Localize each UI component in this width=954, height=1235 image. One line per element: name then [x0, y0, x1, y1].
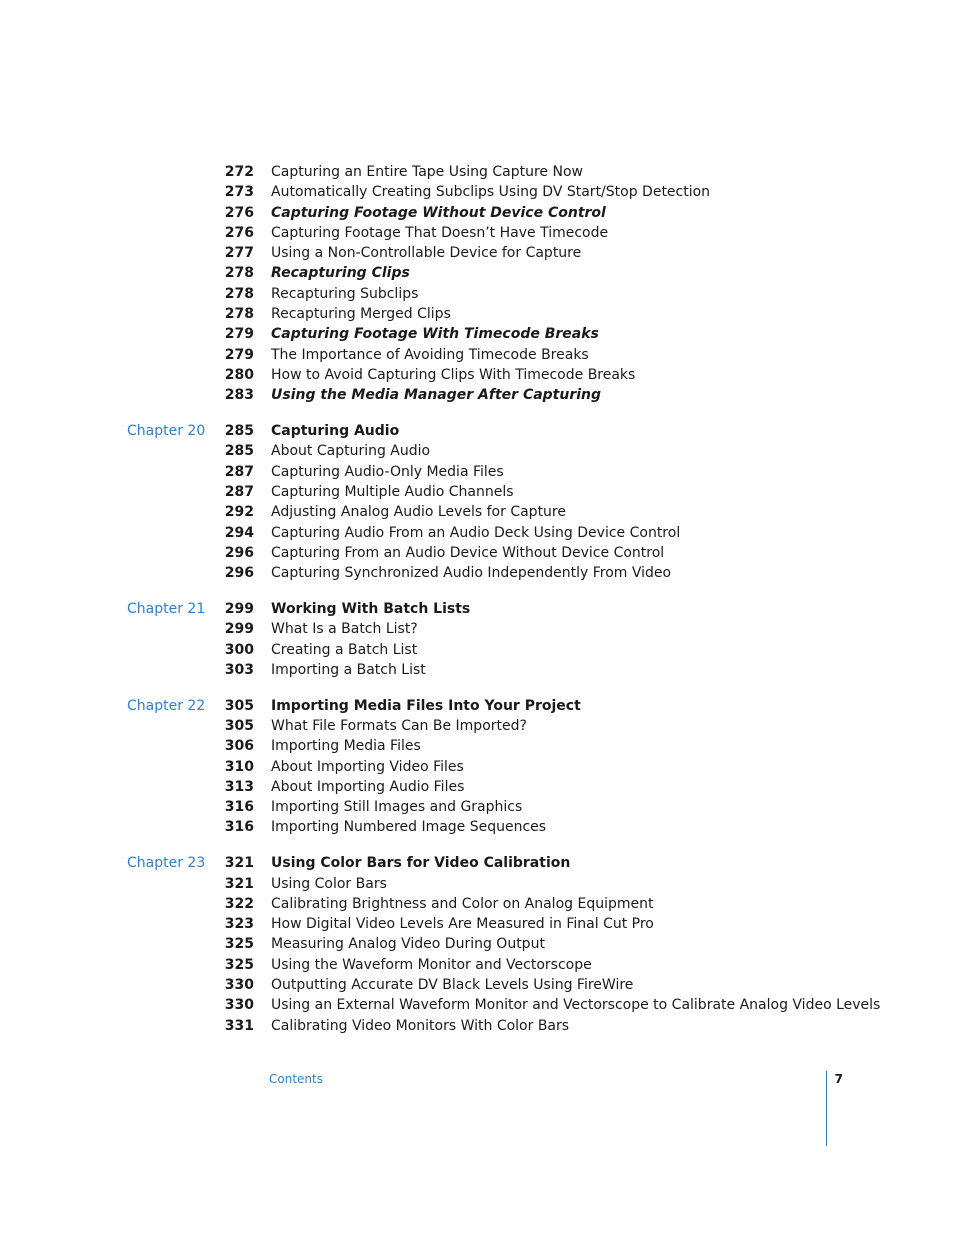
toc-page-number: 323 [224, 916, 254, 933]
toc-entry-title[interactable]: Using Color Bars [271, 875, 387, 892]
chapter-label[interactable]: Chapter 22 [127, 697, 206, 714]
toc-entry-title[interactable]: Calibrating Brightness and Color on Analog Equipment [271, 895, 654, 912]
toc-page-number: 313 [224, 778, 254, 795]
toc-page-number: 273 [224, 184, 254, 201]
toc-entry-title[interactable]: Recapturing Subclips [271, 285, 419, 302]
toc-entry-title[interactable]: Importing Media Files Into Your Project [271, 697, 581, 714]
chapter-title-row[interactable] [0, 696, 954, 716]
toc-entry[interactable] [0, 914, 954, 934]
toc-page-number: 325 [224, 936, 254, 953]
toc-page-number: 285 [224, 443, 254, 460]
toc-page-number: 287 [224, 463, 254, 480]
toc-entry[interactable] [0, 716, 954, 736]
toc-page-number: 305 [224, 717, 254, 734]
toc-entry[interactable] [0, 934, 954, 954]
toc-page-number: 283 [224, 387, 254, 404]
toc-section [0, 853, 954, 1036]
toc-entry-title[interactable]: Recapturing Merged Clips [271, 306, 451, 323]
toc-section [0, 421, 954, 583]
toc-entry[interactable] [0, 874, 954, 894]
footer-divider [826, 1071, 827, 1146]
toc-entry[interactable] [0, 365, 954, 385]
toc-page-number: 310 [224, 758, 254, 775]
toc-entry[interactable] [0, 995, 954, 1015]
toc-entry-title[interactable]: About Importing Video Files [271, 758, 464, 775]
toc-entry[interactable] [0, 462, 954, 482]
toc-entry-title[interactable]: How Digital Video Levels Are Measured in Final Cut Pro [271, 916, 654, 933]
toc-entry[interactable] [0, 243, 954, 263]
chapter-label[interactable]: Chapter 23 [127, 855, 206, 872]
toc-entry-title[interactable]: Outputting Accurate DV Black Levels Using FireWire [271, 976, 634, 993]
toc-entry[interactable] [0, 182, 954, 202]
toc-page-number: 296 [224, 544, 254, 561]
toc-entry[interactable] [0, 223, 954, 243]
toc-entry-title[interactable]: Capturing Audio From an Audio Deck Using Device Control [271, 524, 681, 541]
toc-entry[interactable] [0, 817, 954, 837]
toc-entry-title[interactable]: What File Formats Can Be Imported? [271, 717, 527, 734]
toc-entry[interactable] [0, 324, 954, 344]
chapter-title-row[interactable] [0, 853, 954, 873]
toc-entry[interactable] [0, 563, 954, 583]
page-number: 7 [834, 1072, 843, 1086]
toc-entry-title[interactable]: Using the Waveform Monitor and Vectorscope [271, 956, 592, 973]
toc-entry-title[interactable]: What Is a Batch List? [271, 621, 418, 638]
toc-page-number: 278 [224, 265, 254, 282]
toc-entry-title[interactable]: Capturing Audio [271, 423, 400, 440]
table-of-contents [0, 162, 954, 1051]
toc-entry[interactable] [0, 640, 954, 660]
toc-entry[interactable] [0, 385, 954, 405]
toc-section [0, 162, 954, 406]
toc-entry-title[interactable]: Working With Batch Lists [271, 600, 471, 617]
toc-entry[interactable] [0, 975, 954, 995]
toc-entry-title[interactable]: Measuring Analog Video During Output [271, 936, 545, 953]
toc-entry-title[interactable]: Creating a Batch List [271, 641, 418, 658]
toc-entry-title[interactable]: Automatically Creating Subclips Using DV Start/Stop Detection [271, 184, 711, 201]
toc-entry[interactable] [0, 736, 954, 756]
toc-entry-title[interactable]: Capturing Footage That Doesn’t Have Timecode [271, 224, 609, 241]
toc-entry[interactable] [0, 543, 954, 563]
toc-page-number: 316 [224, 799, 254, 816]
toc-page-number: 303 [224, 661, 254, 678]
toc-entry-title[interactable]: Importing Media Files [271, 738, 421, 755]
toc-page-number: 276 [224, 224, 254, 241]
toc-page-number: 276 [224, 204, 254, 221]
toc-page-number: 330 [224, 997, 254, 1014]
toc-page-number: 285 [224, 423, 254, 440]
toc-page-number: 316 [224, 819, 254, 836]
toc-entry-title[interactable]: Capturing From an Audio Device Without Device Control [271, 544, 665, 561]
toc-page-number: 287 [224, 483, 254, 500]
toc-entry-title[interactable]: Adjusting Analog Audio Levels for Capture [271, 504, 566, 521]
toc-entry[interactable] [0, 777, 954, 797]
toc-entry[interactable] [0, 263, 954, 283]
toc-entry[interactable] [0, 345, 954, 365]
toc-entry[interactable] [0, 757, 954, 777]
toc-page-number: 296 [224, 565, 254, 582]
toc-page-number: 279 [224, 346, 254, 363]
toc-entry-title[interactable]: Importing Numbered Image Sequences [271, 819, 547, 836]
toc-page-number: 279 [224, 326, 254, 343]
toc-entry-title[interactable]: Using a Non-Controllable Device for Capture [271, 245, 582, 262]
toc-entry-title[interactable]: Capturing Footage Without Device Control [271, 204, 606, 221]
toc-entry-title[interactable]: How to Avoid Capturing Clips With Timecode Breaks [271, 366, 636, 383]
toc-entry-title[interactable]: Capturing Footage With Timecode Breaks [271, 326, 599, 343]
footer-section-label[interactable]: Contents [269, 1072, 323, 1086]
toc-page-number: 278 [224, 285, 254, 302]
toc-entry-title[interactable]: Importing a Batch List [271, 661, 426, 678]
toc-entry[interactable] [0, 660, 954, 680]
toc-page-number: 305 [224, 697, 254, 714]
chapter-label[interactable]: Chapter 20 [127, 423, 206, 440]
toc-entry[interactable] [0, 797, 954, 817]
toc-page-number: 299 [224, 600, 254, 617]
toc-entry-title[interactable]: The Importance of Avoiding Timecode Breaks [271, 346, 589, 363]
toc-page-number: 331 [224, 1017, 254, 1034]
toc-entry[interactable] [0, 955, 954, 975]
toc-entry[interactable] [0, 523, 954, 543]
toc-entry-title[interactable]: Using the Media Manager After Capturing [271, 387, 602, 404]
toc-page-number: 272 [224, 164, 254, 180]
toc-entry-title[interactable]: Recapturing Clips [271, 265, 410, 282]
toc-page-number: 322 [224, 895, 254, 912]
toc-entry-title[interactable]: Using Color Bars for Video Calibration [271, 855, 571, 872]
toc-page-number: 321 [224, 855, 254, 872]
toc-page-number: 300 [224, 641, 254, 658]
toc-entry-title[interactable]: Importing Still Images and Graphics [271, 799, 523, 816]
toc-entry[interactable] [0, 162, 954, 182]
toc-entry-title[interactable]: Using an External Waveform Monitor and Vectorscope to Calibrate Analog Video Levels [271, 997, 881, 1014]
toc-entry-title[interactable]: About Capturing Audio [271, 443, 431, 460]
chapter-label[interactable]: Chapter 21 [127, 600, 206, 617]
toc-page-number: 330 [224, 976, 254, 993]
toc-entry[interactable] [0, 284, 954, 304]
toc-entry[interactable] [0, 502, 954, 522]
toc-entry-title[interactable]: Capturing Audio-Only Media Files [271, 463, 504, 480]
toc-entry-title[interactable]: Capturing Multiple Audio Channels [271, 483, 514, 500]
toc-entry[interactable] [0, 304, 954, 324]
toc-page-number: 325 [224, 956, 254, 973]
toc-entry[interactable] [0, 482, 954, 502]
chapter-title-row[interactable] [0, 599, 954, 619]
toc-page-number: 294 [224, 524, 254, 541]
toc-entry[interactable] [0, 441, 954, 461]
toc-entry[interactable] [0, 203, 954, 223]
toc-entry[interactable] [0, 894, 954, 914]
toc-page-number: 278 [224, 306, 254, 323]
toc-entry-title[interactable]: Calibrating Video Monitors With Color Bars [271, 1017, 570, 1034]
toc-section [0, 696, 954, 838]
toc-page-number: 306 [224, 738, 254, 755]
toc-entry-title[interactable]: Capturing Synchronized Audio Independently From Video [271, 565, 672, 582]
toc-page-number: 280 [224, 366, 254, 383]
toc-entry-title[interactable]: About Importing Audio Files [271, 778, 465, 795]
toc-entry[interactable] [0, 1016, 954, 1036]
toc-entry[interactable] [0, 619, 954, 639]
toc-page-number: 292 [224, 504, 254, 521]
toc-page-number: 299 [224, 621, 254, 638]
toc-page-number: 321 [224, 875, 254, 892]
toc-page-number: 277 [224, 245, 254, 262]
chapter-title-row[interactable] [0, 421, 954, 441]
toc-entry-title[interactable]: Capturing an Entire Tape Using Capture Now [271, 164, 583, 180]
toc-section [0, 599, 954, 680]
